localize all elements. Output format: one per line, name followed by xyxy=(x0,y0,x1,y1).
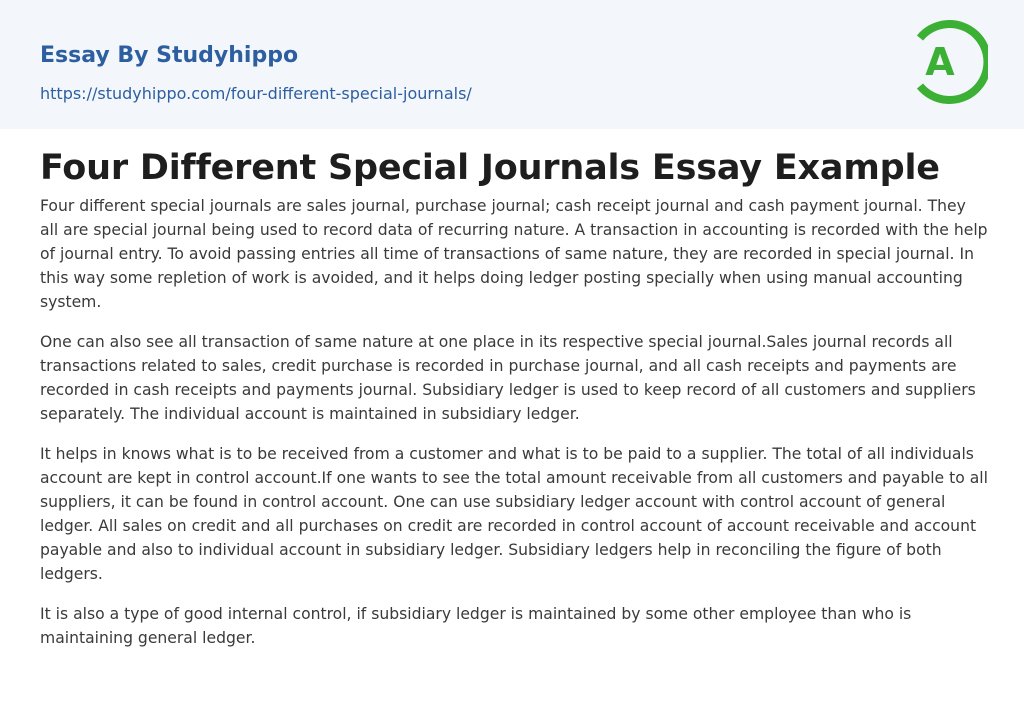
article-body xyxy=(40,194,988,666)
logo-letter: A xyxy=(925,40,955,84)
article-paragraph: One can also see all transaction of same nature at one place in its respective special journal.Sales journal records all transactions related to sales, credit purchase is recorded in purchase journal, and all cash receipts and payments are recorded in cash receipts and payments journal. Subsidiary ledger is used to keep record of all customers and suppliers separately. The individual account is maintained in subsidiary ledger. xyxy=(40,333,976,423)
article-paragraph: Four different special journals are sales journal, purchase journal; cash receipt journal and cash payment journal. They all are special journal being used to record data of recurring nature. A transaction in accounting is recorded with the help of journal entry. To avoid passing entries all time of transactions of same nature, they are recorded in special journal. In this way some repletion of work is avoided, and it helps doing ledger posting specially when using manual accounting system. xyxy=(40,197,988,311)
article-title: Four Different Special Journals Essay Example xyxy=(40,148,940,188)
article-paragraph: It helps in knows what is to be received from a customer and what is to be paid to a supplier. The total of all individuals account are kept in control account.If one wants to see the total amount receivable from all customers and payable to all suppliers, it can be found in control account. One can use subsidiary ledger account with control account of general ledger. All sales on credit and all purchases on credit are recorded in control account of account receivable and account payable and also to individual account in subsidiary ledger. Subsidiary ledgers help in reconciling the figure of both ledgers. xyxy=(40,445,988,583)
article-paragraph: It is also a type of good internal control, if subsidiary ledger is maintained by some other employee than who is maintaining general ledger. xyxy=(40,605,912,647)
brand-name[interactable]: Essay By Studyhippo xyxy=(40,43,299,68)
article-url-link[interactable]: https://studyhippo.com/four-different-special-journals/ xyxy=(40,84,472,103)
